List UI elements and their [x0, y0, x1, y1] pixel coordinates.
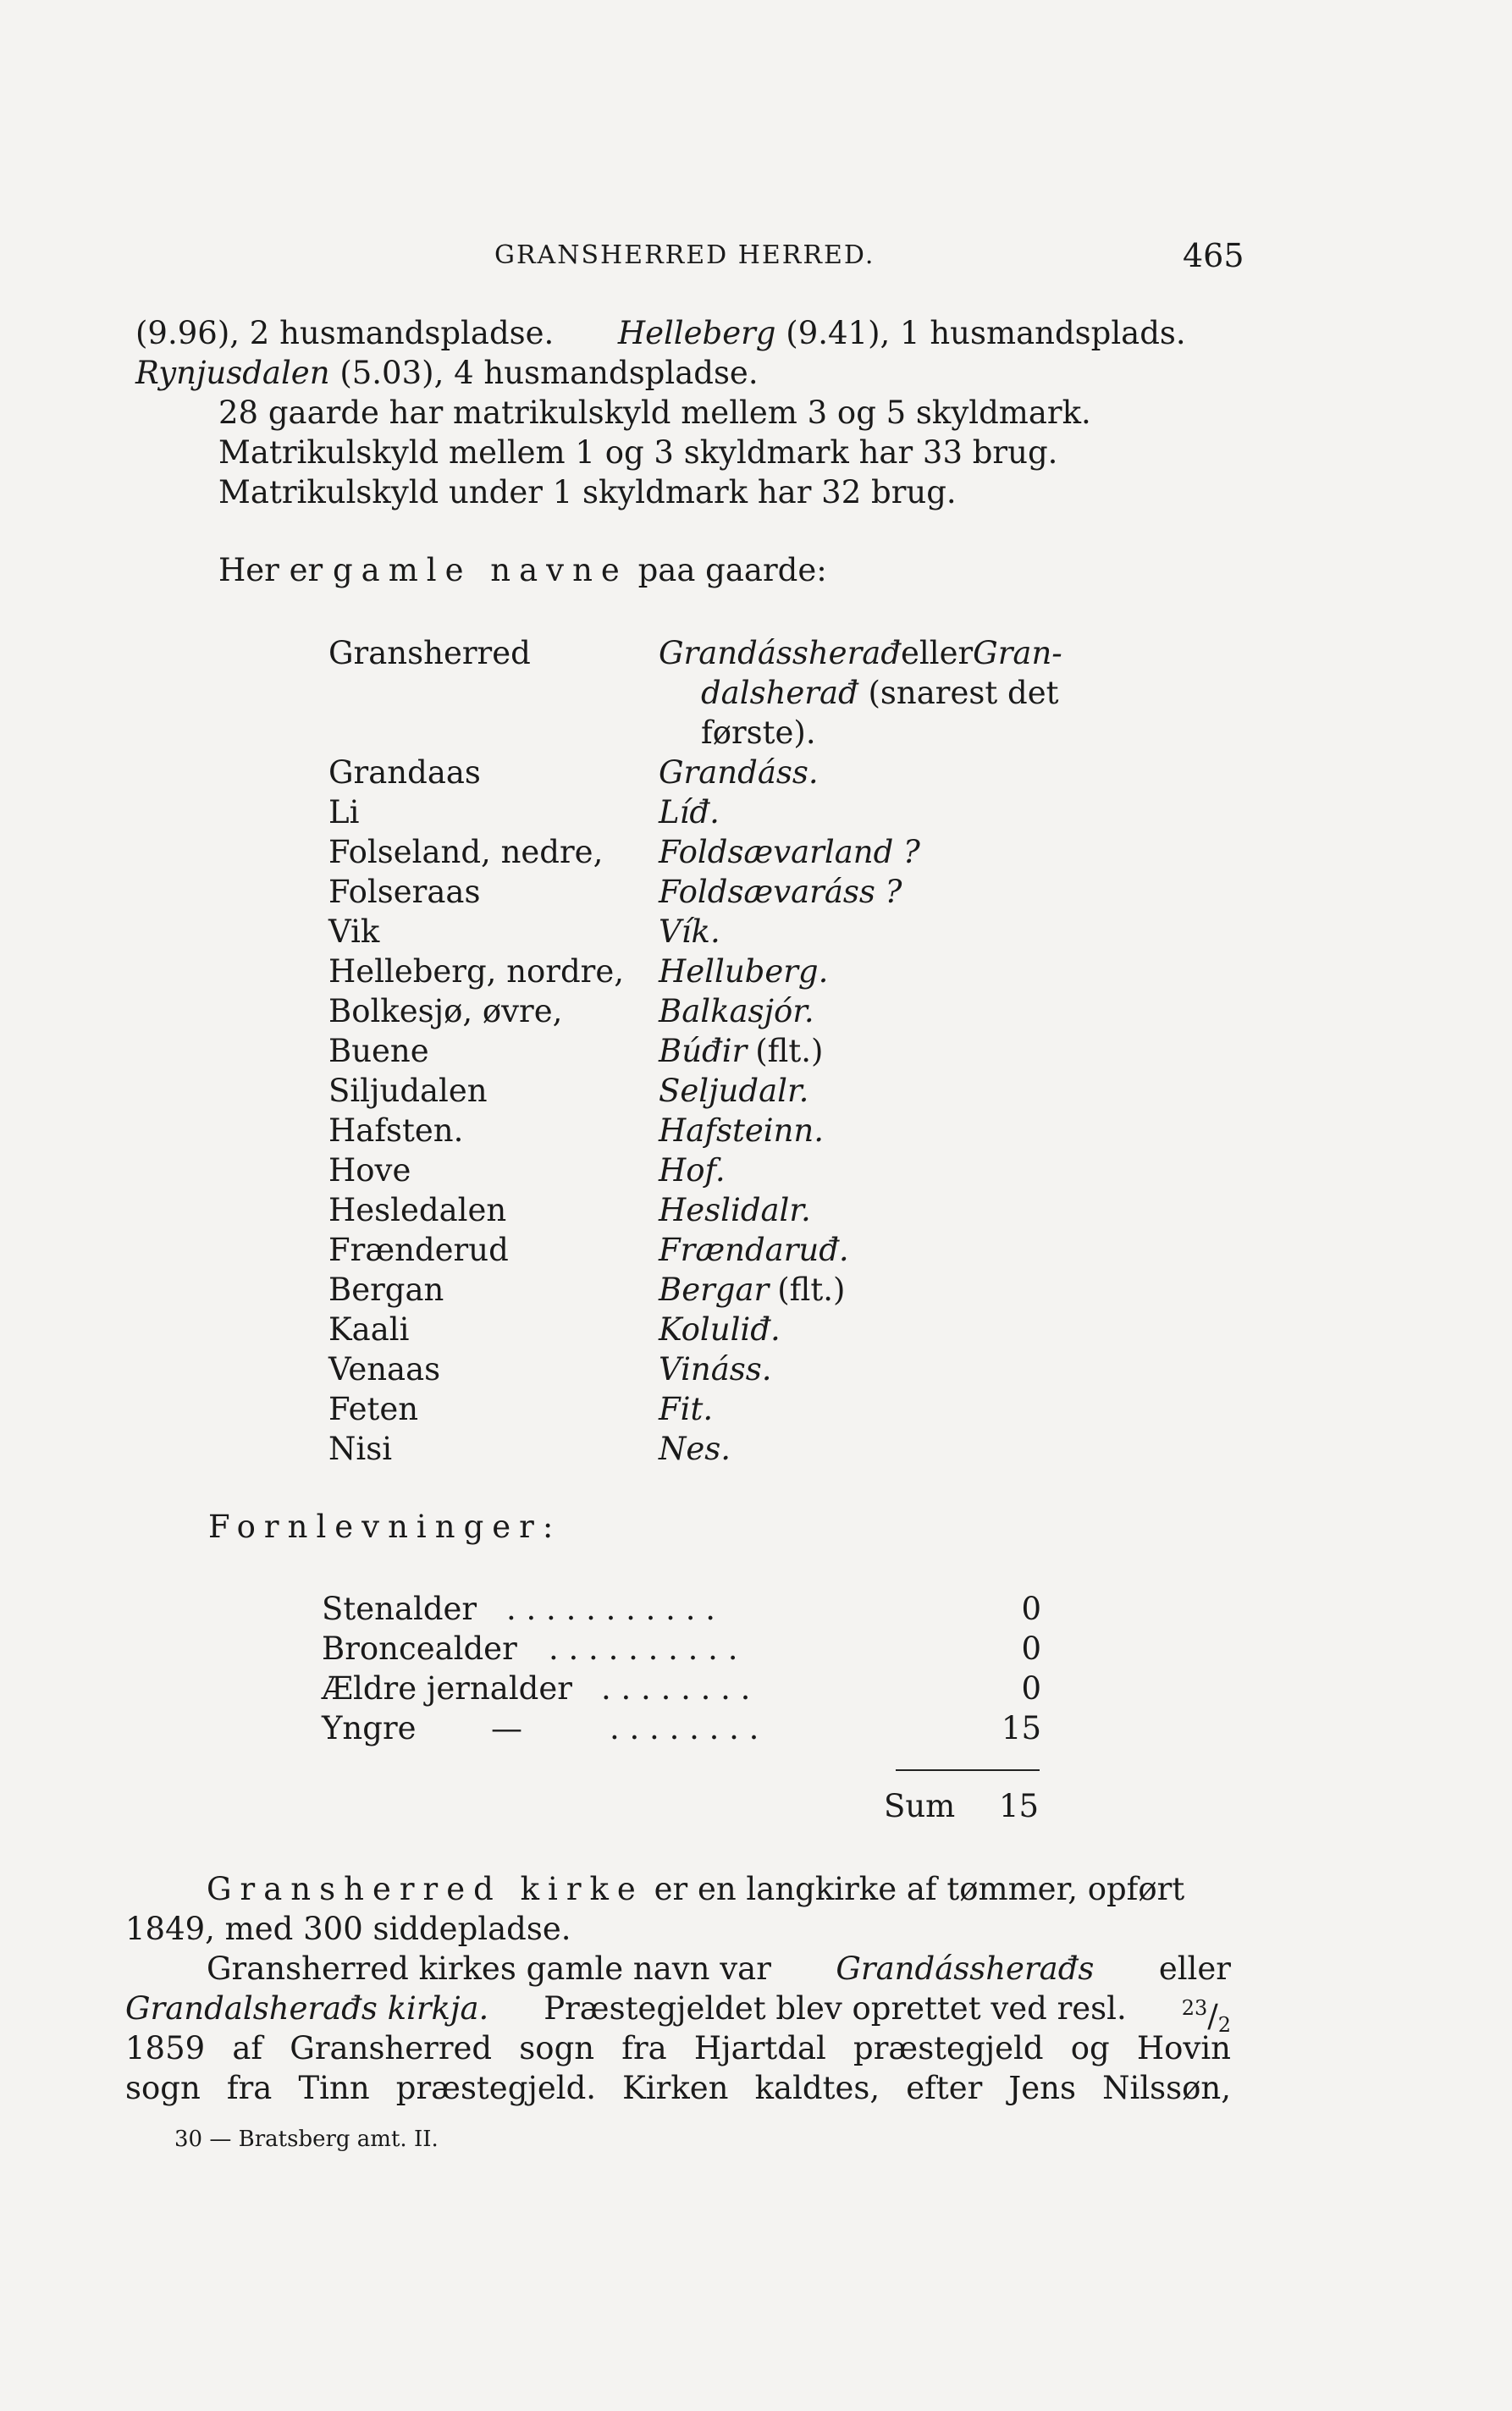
- intro-line-5: Matrikulskyld under 1 skyldmark har 32 brug.: [218, 474, 957, 510]
- date-fraction: $^{23}/_2$: [1181, 1996, 1231, 2037]
- leader-dots: . . . . . . . . . .: [549, 1630, 738, 1667]
- find-row: [322, 1669, 1041, 1708]
- old-name: Frændaruđ.: [659, 1232, 849, 1268]
- modern-name: Folseraas: [328, 874, 481, 910]
- note-text: første).: [701, 714, 816, 751]
- modern-name: Siljudalen: [328, 1073, 488, 1109]
- find-row: [322, 1708, 1041, 1748]
- paragraph-text: Gransherred kirkes gamle navn var: [207, 1950, 771, 1987]
- modern-name: Bolkesjø, øvre,: [328, 993, 563, 1029]
- old-name-cell: [659, 872, 902, 912]
- old-name-cell: [659, 1349, 772, 1389]
- heading-text: Her er: [218, 552, 323, 588]
- old-name: Gran-: [973, 635, 1062, 671]
- sum-rule: [896, 1769, 1040, 1771]
- paragraph-text: eller: [1158, 1950, 1231, 1987]
- old-names-heading: [218, 550, 827, 590]
- old-name: Vináss.: [659, 1351, 772, 1388]
- old-name: Koluliđ.: [659, 1311, 781, 1348]
- period-label: Stenalder: [322, 1591, 477, 1627]
- finds-heading: Fornlevninger:: [208, 1509, 562, 1545]
- church-name-spaced: Gransherred kirke: [207, 1871, 644, 1907]
- modern-name: Grandaas: [328, 754, 481, 791]
- church-p2-line3: 1859 af Gransherred sogn fra Hjartdal præstegjeld og Hovin: [125, 2030, 1231, 2066]
- church-p2-line4: sogn fra Tinn præstegjeld. Kirken kaldtes, efter Jens Nilssøn,: [125, 2070, 1231, 2106]
- leader-dots: . . . . . . . . . . .: [506, 1591, 715, 1627]
- leader-dots: . . . . . . . .: [610, 1710, 759, 1746]
- modern-name: Kaali: [328, 1311, 410, 1348]
- old-name: Balkasjór.: [659, 993, 814, 1029]
- old-name: Nes.: [659, 1431, 731, 1467]
- note-text: (snarest det: [868, 675, 1059, 711]
- old-church-name: Grandalsherađs kirkja.: [125, 1990, 489, 2027]
- paragraph-text: er en langkirke af tømmer, opført: [654, 1871, 1185, 1907]
- finds-table: [322, 1589, 1041, 1748]
- intro-line-2: [135, 353, 759, 393]
- old-name: dalsherađ: [701, 675, 858, 711]
- old-name-cell: [659, 952, 828, 991]
- old-name: Líđ.: [659, 794, 720, 830]
- period-label: Yngre: [322, 1710, 417, 1746]
- modern-name: Vik: [328, 913, 380, 950]
- period-label: Broncealder: [322, 1630, 517, 1667]
- fraction-denominator: 2: [1217, 2013, 1231, 2037]
- old-name-cell: [659, 1429, 731, 1469]
- fraction-numerator: 23: [1181, 1996, 1208, 2020]
- old-name: Búđir: [659, 1033, 748, 1069]
- old-name: Hafsteinn.: [659, 1112, 825, 1149]
- modern-name: Hove: [328, 1152, 411, 1189]
- modern-name: Buene: [328, 1033, 429, 1069]
- old-name: Vík.: [659, 913, 720, 950]
- modern-name: Venaas: [328, 1351, 441, 1388]
- old-name: Seljudalr.: [659, 1073, 809, 1109]
- old-name-cell: [659, 753, 819, 792]
- old-name: Foldsævaráss ?: [659, 874, 902, 910]
- old-name-cell: [659, 1031, 823, 1071]
- modern-name: Li: [328, 794, 360, 830]
- modern-name: Feten: [328, 1391, 419, 1427]
- church-p2-line1: [207, 1949, 1231, 1989]
- find-row: [322, 1629, 1041, 1669]
- old-name-cell: [659, 1071, 808, 1111]
- old-name-cell: [659, 1230, 849, 1270]
- farm-name: Helleberg: [617, 315, 776, 351]
- old-name-cell: [659, 991, 814, 1031]
- old-name-cell: [659, 792, 720, 832]
- plural-note: (flt.): [777, 1272, 846, 1308]
- sum-value: 15: [999, 1788, 1040, 1824]
- sum-label: Sum: [884, 1788, 956, 1824]
- modern-name: Nisi: [328, 1431, 393, 1467]
- old-name-cell: [659, 1310, 781, 1349]
- old-church-name: Grandássherađs: [836, 1950, 1095, 1987]
- period-label: Ældre jernalder: [322, 1670, 572, 1707]
- old-name: Bergar: [659, 1272, 770, 1308]
- old-name: Helluberg.: [659, 953, 829, 990]
- old-name-cell: [659, 912, 720, 952]
- running-head: GRANSHERRED HERRED.: [494, 240, 875, 270]
- modern-name: Frænderud: [328, 1232, 509, 1268]
- modern-name: Gransherred: [328, 635, 531, 671]
- plural-note: (flt.): [755, 1033, 824, 1069]
- count-value: 0: [1021, 1591, 1041, 1627]
- find-row: [322, 1589, 1041, 1629]
- heading-text: paa gaarde:: [637, 552, 827, 588]
- old-name-cell: [659, 1150, 726, 1190]
- intro-line-1: [135, 313, 1186, 353]
- modern-name: Bergan: [328, 1272, 444, 1308]
- old-name-cell: [659, 633, 1062, 753]
- old-name-cell: [659, 1270, 845, 1310]
- intro-text: (9.96), 2 husmandspladse.: [135, 315, 555, 351]
- intro-line-3: 28 gaarde har matrikulskyld mellem 3 og 5 skyldmark.: [218, 394, 1091, 431]
- intro-line-4: Matrikulskyld mellem 1 og 3 skyldmark har 33 brug.: [218, 434, 1058, 471]
- church-p1-line2: 1849, med 300 siddepladse.: [125, 1911, 571, 1947]
- modern-name: Helleberg, nordre,: [328, 953, 625, 990]
- leader-dots: . . . . . . . .: [601, 1670, 751, 1707]
- farm-name: Rynjusdalen: [135, 355, 330, 391]
- old-name: Foldsævarland ?: [659, 834, 920, 870]
- old-name: Heslidalr.: [659, 1192, 811, 1228]
- modern-name: Hesledalen: [328, 1192, 507, 1228]
- old-name: Fit.: [659, 1391, 714, 1427]
- old-name-cell: [659, 832, 920, 872]
- ditto-dash: —: [491, 1710, 522, 1746]
- signature-line: 30 — Bratsberg amt. II.: [174, 2127, 439, 2152]
- count-value: 0: [1021, 1670, 1041, 1707]
- count-value: 15: [1001, 1710, 1041, 1746]
- old-name-cell: [659, 1111, 824, 1150]
- heading-spaced-text: gamle navne: [332, 552, 628, 588]
- old-name-cell: [659, 1190, 811, 1230]
- intro-text: (5.03), 4 husmandspladse.: [339, 355, 759, 391]
- old-name: Hof.: [659, 1152, 726, 1189]
- find-rows: [322, 1589, 1041, 1748]
- old-name: Grandáss.: [659, 754, 819, 791]
- old-name: Grandássherađ: [659, 635, 902, 671]
- church-p1-line1: [207, 1869, 1231, 1909]
- conjunction: eller: [901, 635, 974, 671]
- modern-name: Folseland, nedre,: [328, 834, 604, 870]
- paragraph-text: Præstegjeldet blev oprettet ved resl.: [544, 1990, 1127, 2027]
- page-number: 465: [1183, 237, 1244, 274]
- old-name-cell: [659, 1389, 713, 1429]
- count-value: 0: [1021, 1630, 1041, 1667]
- intro-text: (9.41), 1 husmandsplads.: [786, 315, 1186, 351]
- modern-name: Hafsten.: [328, 1112, 464, 1149]
